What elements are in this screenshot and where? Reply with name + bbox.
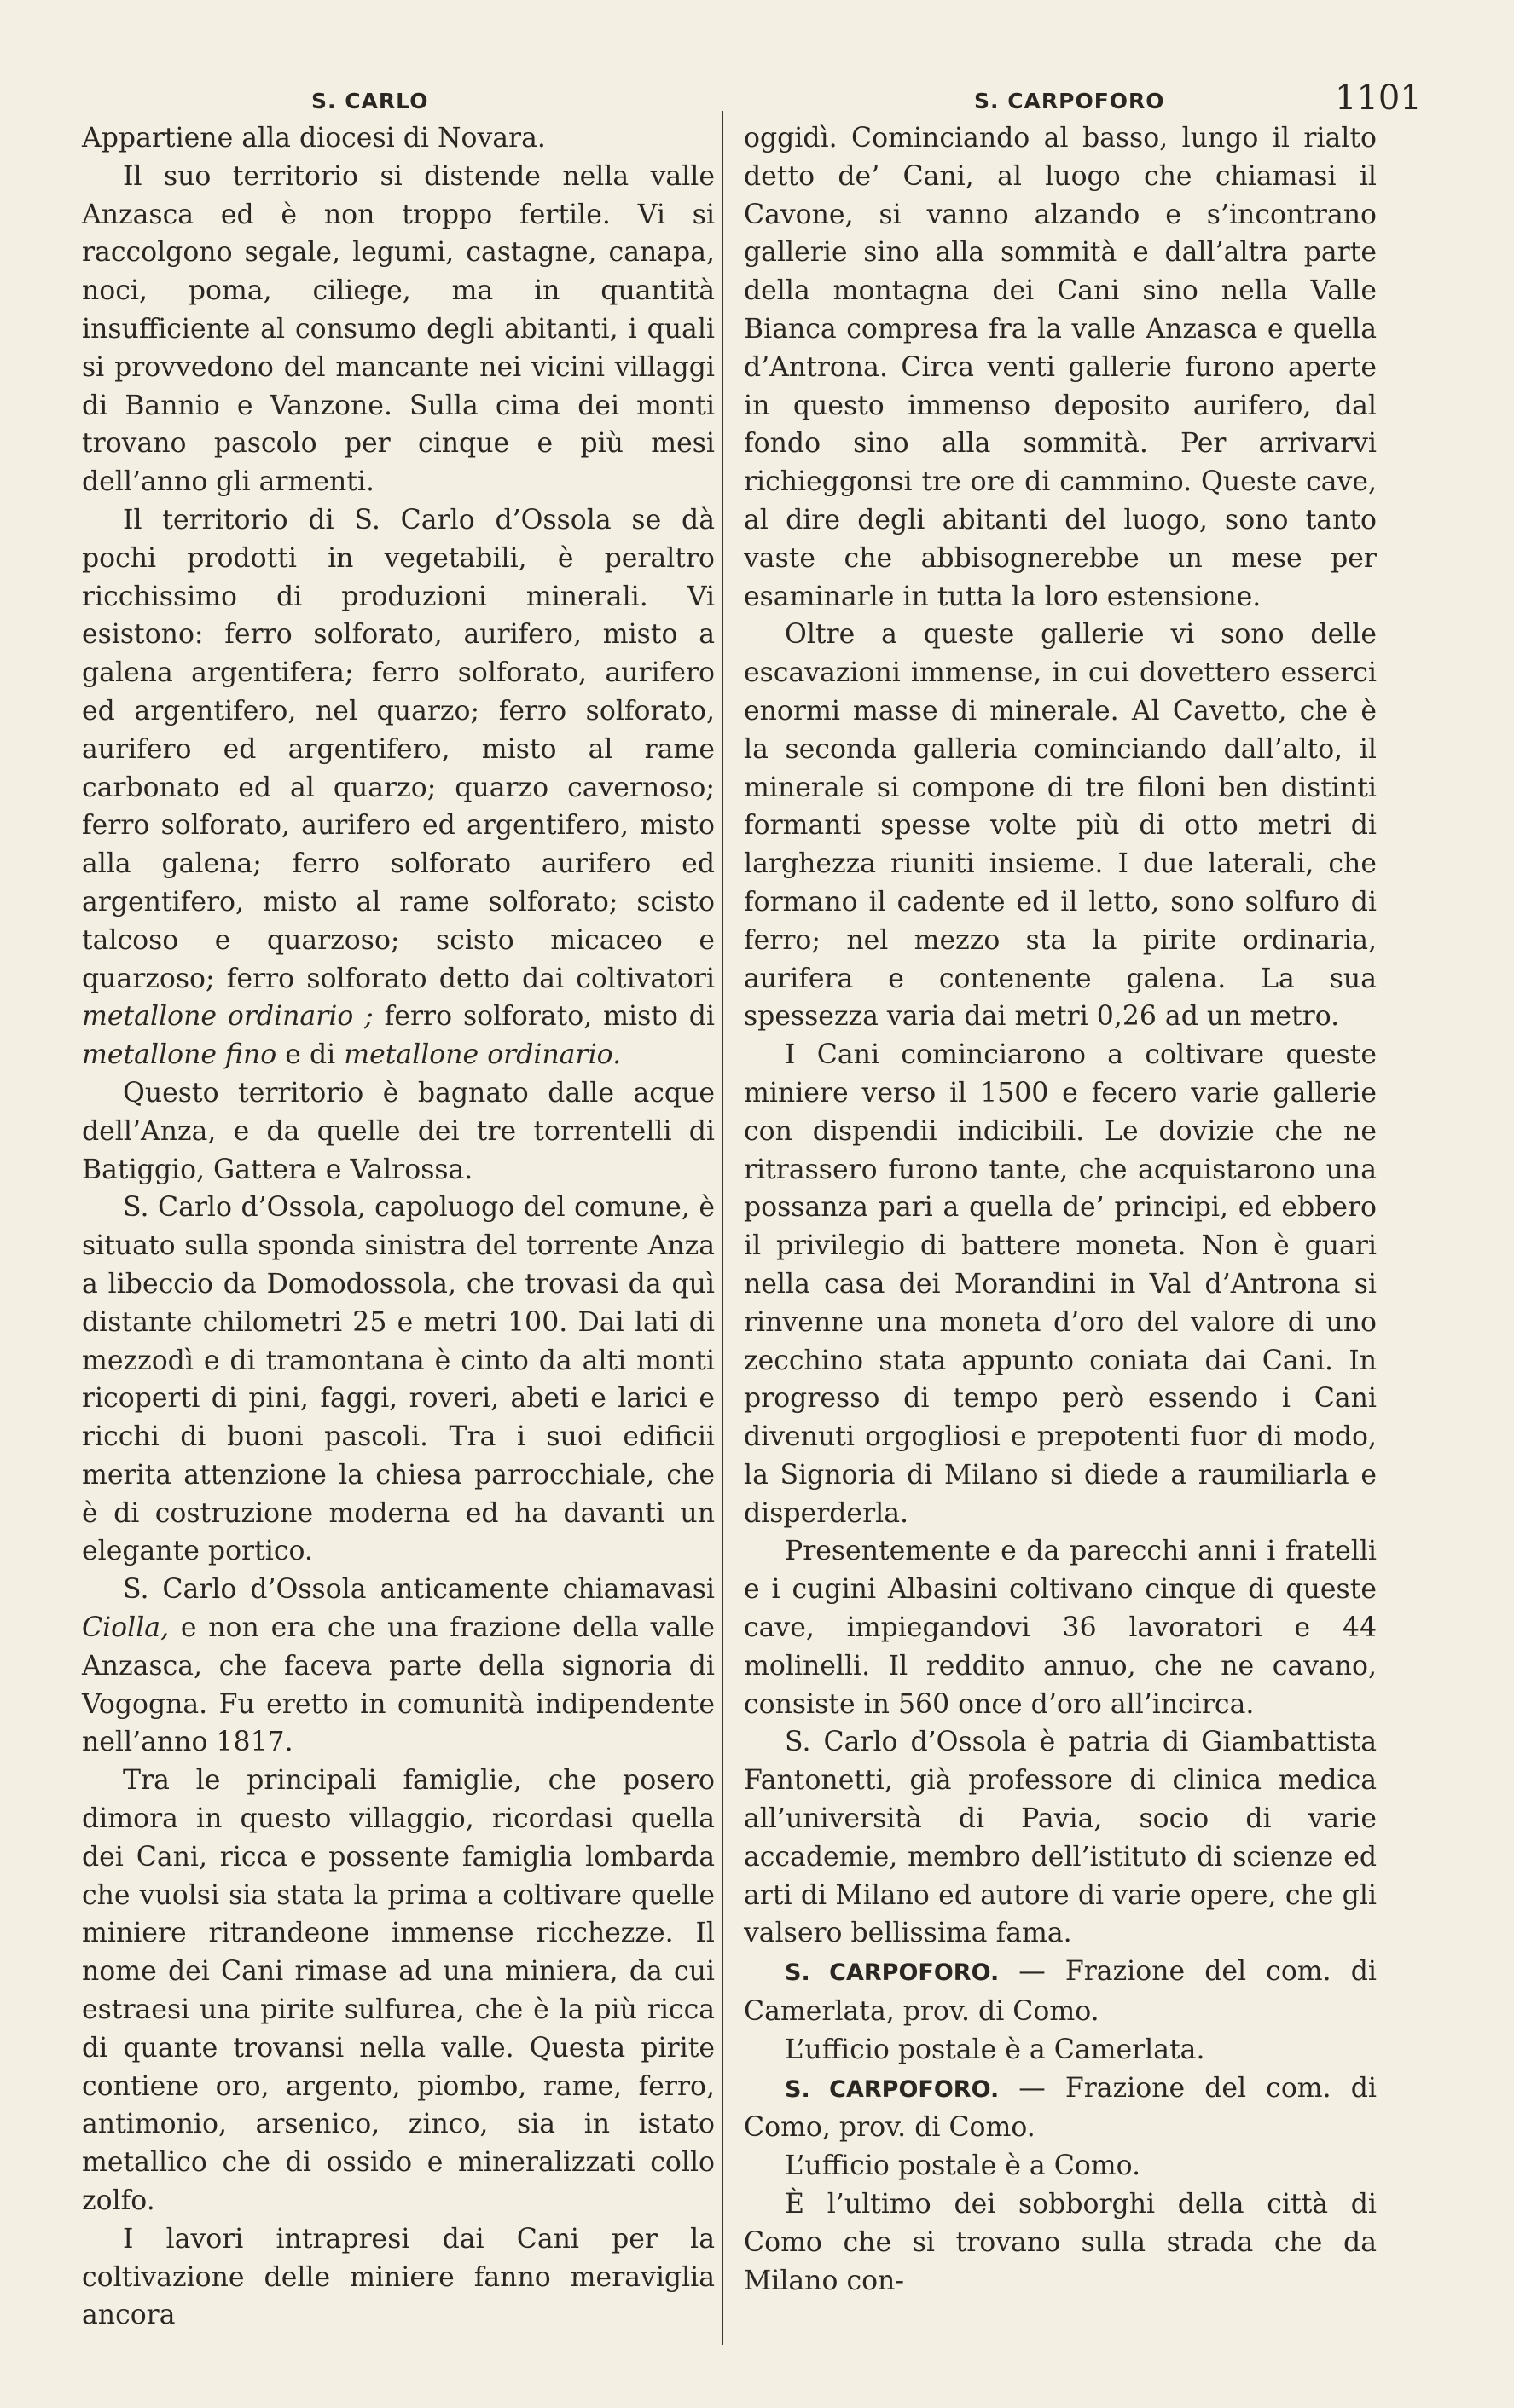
text: e non era che una frazione della valle Anzasca, che faceva parte della signoria di Vogogna. Fu eretto in comunità indipendente nell’anno 1817. <box>82 1612 715 1758</box>
paragraph <box>82 1571 715 1762</box>
text: S. Carlo d’Ossola anticamente chiamavasi <box>123 1574 715 1606</box>
paragraph: oggidì. Cominciando al basso, lungo il rialto detto de’ Cani, al luogo che chiamasi il Cavone, si vanno alzando e s’incontrano gallerie sino alla sommità e dall’altra parte della montagna dei Cani sino nella Valle Bianca compresa fra la valle Anzasca e quella d’Antrona. Circa venti gallerie furono aperte in questo immenso deposito aurifero, dal fondo sino alla sommità. Per arrivarvi richieggonsi tre ore di cammino. Queste cave, al dire degli abitanti del luogo, sono tanto vaste che abbisognerebbe un mese per esaminarle in tutta la loro estensione. <box>744 123 1377 612</box>
right-running-head: S. CARPOFORO <box>974 89 1165 113</box>
column-divider <box>722 111 723 2345</box>
paragraph: Il suo territorio si distende nella valle Anzasca ed è non troppo fertile. Vi si raccolgono segale, legumi, castagne, canapa, noci, poma, ciliege, ma in quantità insufficiente al consumo degli abitanti, i quali si provvedono del mancante nei vicini villaggi di Bannio e Vanzone. Sulla cima dei monti trovano pascolo per cinque e più mesi dell’anno gli armenti. <box>82 160 715 498</box>
page-number: 1101 <box>1335 78 1422 118</box>
entry-text: — Frazione del com. di Como, prov. di Como. <box>744 2072 1377 2144</box>
italic-term: metallone ordinario ; <box>82 1001 374 1033</box>
text: Il territorio di S. Carlo d’Ossola se dà pochi prodotti in vegetabili, è peraltro ricchissimo di produzioni minerali. Vi esistono: ferro solforato, aurifero, misto a galena argentifera; ferro solforato, aurifero ed argentifero, nel quarzo; ferro solforato, aurifero ed argentifero, misto al rame carbonato ed al quarzo; quarzo cavernoso; ferro solforato, aurifero ed argentifero, misto alla galena; ferro solforato aurifero ed argentifero, misto al rame solforato; scisto talcoso e quarzoso; scisto micaceo e quarzoso; ferro solforato detto dai coltivatori <box>82 504 715 994</box>
paragraph <box>82 501 715 1074</box>
left-column <box>82 119 715 2335</box>
entry-heading: S. CARPOFORO. <box>785 1959 1000 1987</box>
entry <box>744 2069 1377 2148</box>
entry <box>744 1953 1377 2031</box>
right-column <box>744 119 1377 2300</box>
paragraph: Questo territorio è bagnato dalle acque dell’Anza, e da quelle dei tre torrentelli di Batiggio, Gattera e Valrossa. <box>82 1077 715 1185</box>
paragraph: I lavori intrapresi dai Cani per la coltivazione delle miniere fanno meraviglia ancora <box>82 2223 715 2331</box>
left-running-head: S. CARLO <box>311 89 429 113</box>
paragraph: S. Carlo d’Ossola, capoluogo del comune, è situato sulla sponda sinistra del torrente Anza a libeccio da Domodossola, che trovasi da quì distante chilometri 25 e metri 100. Dai lati di mezzodì e di tramontana è cinto da alti monti ricoperti di pini, faggi, roveri, abeti e larici e ricchi di buoni pascoli. Tra i suoi edificii merita attenzione la chiesa parrocchiale, che è di costruzione moderna ed ha davanti un elegante portico. <box>82 1192 715 1567</box>
paragraph: L’ufficio postale è a Camerlata. <box>785 2034 1205 2065</box>
paragraph: Tra le principali famiglie, che posero dimora in questo villaggio, ricordasi quella dei Cani, ricca e possente famiglia lombarda che vuolsi sia stata la prima a coltivare quelle miniere ritrandeone immense ricchezze. Il nome dei Cani rimase ad una miniera, da cui estraesi una pirite sulfurea, che è la più ricca di quante trovansi nella valle. Questa pirite contiene oro, argento, piombo, rame, ferro, antimonio, arsenico, zinco, sia in istato metallico che di ossido e mineralizzati collo zolfo. <box>82 1765 715 2217</box>
italic-term: Ciolla, <box>82 1612 170 1644</box>
italic-term: metallone fino <box>82 1039 277 1071</box>
paragraph: Oltre a queste gallerie vi sono delle escavazioni immense, in cui dovettero esserci enormi masse di minerale. Al Cavetto, che è la seconda galleria cominciando dall’alto, il minerale si compone di tre filoni ben distinti formanti spesse volte più di otto metri di larghezza riuniti insieme. I due laterali, che formano il cadente ed il letto, sono solfuro di ferro; nel mezzo sta la pirite ordinaria, aurifera e contenente galena. La sua spessezza varia dai metri 0,26 ad un metro. <box>744 619 1377 1033</box>
paragraph: I Cani cominciarono a coltivare queste miniere verso il 1500 e fecero varie gallerie con dispendii indicibili. Le dovizie che ne ritrassero furono tante, che acquistarono una possanza pari a quella de’ principi, ed ebbero il privilegio di battere moneta. Non è guari nella casa dei Morandini in Val d’Antrona si rinvenne una moneta d’oro del valore di uno zecchino stata appunto coniata dai Cani. In progresso di tempo però essendo i Cani divenuti orgogliosi e prepotenti fuor di modo, la Signoria di Milano si diede a raumiliarla e disperderla. <box>744 1039 1377 1529</box>
paragraph: L’ufficio postale è a Como. <box>785 2150 1141 2182</box>
paragraph: S. Carlo d’Ossola è patria di Giambattista Fantonetti, già professore di clinica medica all’università di Pavia, socio di varie accademie, membro dell’istituto di scienze ed arti di Milano ed autore di varie opere, che gli valsero bellissima fama. <box>744 1727 1377 1949</box>
text: ferro solforato, misto di <box>373 1001 715 1033</box>
text: e di <box>276 1039 345 1071</box>
entry-heading: S. CARPOFORO. <box>785 2075 1000 2103</box>
paragraph: È l’ultimo dei sobborghi della città di Como che si trovano sulla strada che da Milano con- <box>744 2189 1377 2296</box>
entry-text: — Frazione del com. di Camerlata, prov. di Como. <box>744 1956 1377 2028</box>
paragraph: Presentemente e da parecchi anni i fratelli e i cugini Albasini coltivano cinque di queste cave, impiegandovi 36 lavoratori e 44 molinelli. Il reddito annuo, che ne cavano, consiste in 560 once d’oro all’incirca. <box>744 1536 1377 1720</box>
italic-term: metallone ordinario. <box>344 1039 622 1071</box>
paragraph: Appartiene alla diocesi di Novara. <box>82 123 546 153</box>
